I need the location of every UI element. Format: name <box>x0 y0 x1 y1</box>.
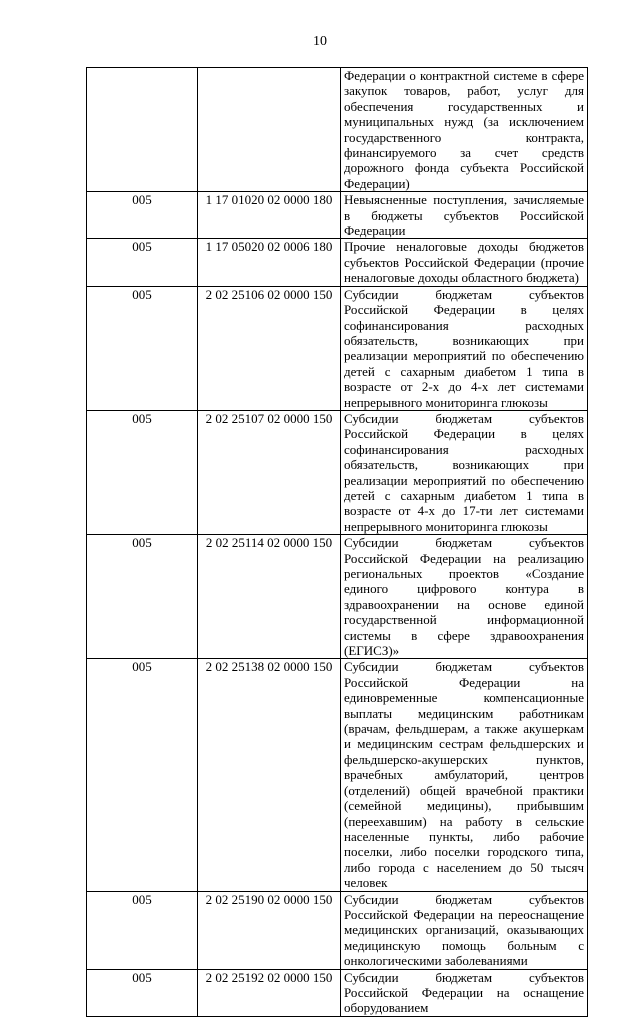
admin-code-cell: 005 <box>87 535 198 659</box>
table-row <box>87 68 588 192</box>
revenue-name-cell: Невыясненные поступления, зачисляемые в бюджеты субъектов Российской Федерации <box>341 192 588 239</box>
budget-code-cell: 1 17 01020 02 0000 180 <box>198 192 341 239</box>
revenue-name-cell: Субсидии бюджетам субъектов Российской Федерации на оснащение оборудованием <box>341 969 588 1016</box>
budget-code-cell: 2 02 25190 02 0000 150 <box>198 891 341 969</box>
table-row <box>87 891 588 969</box>
table-row <box>87 659 588 891</box>
budget-code-cell: 2 02 25114 02 0000 150 <box>198 535 341 659</box>
table-row <box>87 192 588 239</box>
revenue-name-cell: Субсидии бюджетам субъектов Российской Федерации на реализацию региональных проектов «Создание единого цифрового контура в здравоохранении на основе единой государственной информационной системы в сфере здравоохранения (ЕГИСЗ)» <box>341 535 588 659</box>
table-row <box>87 535 588 659</box>
admin-code-cell: 005 <box>87 286 198 410</box>
admin-code-cell: 005 <box>87 659 198 891</box>
revenue-name-cell: Субсидии бюджетам субъектов Российской Федерации в целях софинансирования расходных обязательств, возникающих при реализации мероприятий по обеспечению детей с сахарным диабетом 1 типа в возрасте от 2-х до 4-х лет системами непрерывного мониторинга глюкозы <box>341 286 588 410</box>
table-row <box>87 410 588 534</box>
budget-code-cell <box>198 68 341 192</box>
admin-code-cell: 005 <box>87 239 198 286</box>
revenue-code-table <box>86 67 588 1017</box>
table-row <box>87 286 588 410</box>
budget-code-cell: 2 02 25107 02 0000 150 <box>198 410 341 534</box>
revenue-name-cell: Субсидии бюджетам субъектов Российской Федерации в целях софинансирования расходных обязательств, возникающих при реализации мероприятий по обеспечению детей с сахарным диабетом 1 типа в возрасте от 4-х до 17-ти лет системами непрерывного мониторинга глюкозы <box>341 410 588 534</box>
revenue-name-cell: Федерации о контрактной системе в сфере закупок товаров, работ, услуг для обеспечения государственных и муниципальных нужд (за исключением государственного контракта, финансируемого за счет средств дорожного фонда субъекта Российской Федерации) <box>341 68 588 192</box>
admin-code-cell: 005 <box>87 192 198 239</box>
table-body <box>87 68 588 1017</box>
table-row <box>87 239 588 286</box>
admin-code-cell: 005 <box>87 891 198 969</box>
table-row <box>87 969 588 1016</box>
budget-code-cell: 1 17 05020 02 0006 180 <box>198 239 341 286</box>
budget-code-cell: 2 02 25138 02 0000 150 <box>198 659 341 891</box>
revenue-name-cell: Субсидии бюджетам субъектов Российской Федерации на переоснащение медицинских организаций, оказывающих медицинскую помощь больным с онкологическими заболеваниями <box>341 891 588 969</box>
admin-code-cell: 005 <box>87 969 198 1016</box>
budget-code-cell: 2 02 25192 02 0000 150 <box>198 969 341 1016</box>
budget-code-cell: 2 02 25106 02 0000 150 <box>198 286 341 410</box>
admin-code-cell <box>87 68 198 192</box>
admin-code-cell: 005 <box>87 410 198 534</box>
revenue-name-cell: Субсидии бюджетам субъектов Российской Федерации на единовременные компенсационные выплаты медицинским работникам (врачам, фельдшерам, а также акушеркам и медицинским сестрам фельдшерских и фельдшерско-акушерских пунктов, врачебных амбулаторий, центров (отделений) общей врачебной практики (семейной медицины), прибывшим (переехавшим) на работу в сельские населенные пункты, либо рабочие поселки, либо поселки городского типа, либо города с населением до 50 тысяч человек <box>341 659 588 891</box>
page-number: 10 <box>313 34 327 49</box>
revenue-name-cell: Прочие неналоговые доходы бюджетов субъектов Российской Федерации (прочие неналоговые доходы областного бюджета) <box>341 239 588 286</box>
